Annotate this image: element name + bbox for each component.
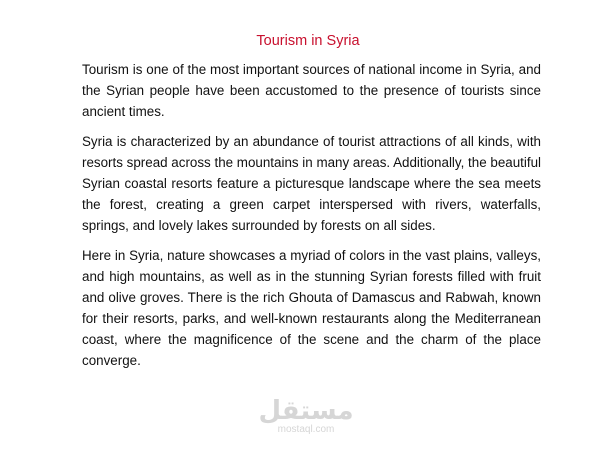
watermark-logo <box>256 396 356 436</box>
paragraph-3: Here in Syria, nature showcases a myriad of colors in the vast plains, valleys, and high mountains, as well as in the stunning Syrian forests filled with fruit and olive groves. There is the rich Ghouta of Damascus and Rabwah, known for their resorts, parks, and well-known restaurants along the Mediterranean coast, where the magnificence of the scene and the charm of the place converge. <box>82 248 541 368</box>
paragraph-1: Tourism is one of the most important sources of national income in Syria, and the Syrian people have been accustomed to the presence of tourists since ancient times. <box>82 62 541 119</box>
watermark-arabic-text: مستقل <box>258 396 354 426</box>
watermark-site-text: mostaql.com <box>277 424 335 435</box>
paragraph-2: Syria is characterized by an abundance of tourist attractions of all kinds, with resorts spread across the mountains in many areas. Additionally, the beautiful Syrian coastal resorts feature a picturesque landscape where the sea meets the forest, creating a green carpet interspersed with rivers, waterfalls, springs, and lovely lakes surrounded by forests on all sides. <box>82 134 542 233</box>
document-title: Tourism in Syria <box>256 33 360 49</box>
document-body <box>82 59 541 380</box>
